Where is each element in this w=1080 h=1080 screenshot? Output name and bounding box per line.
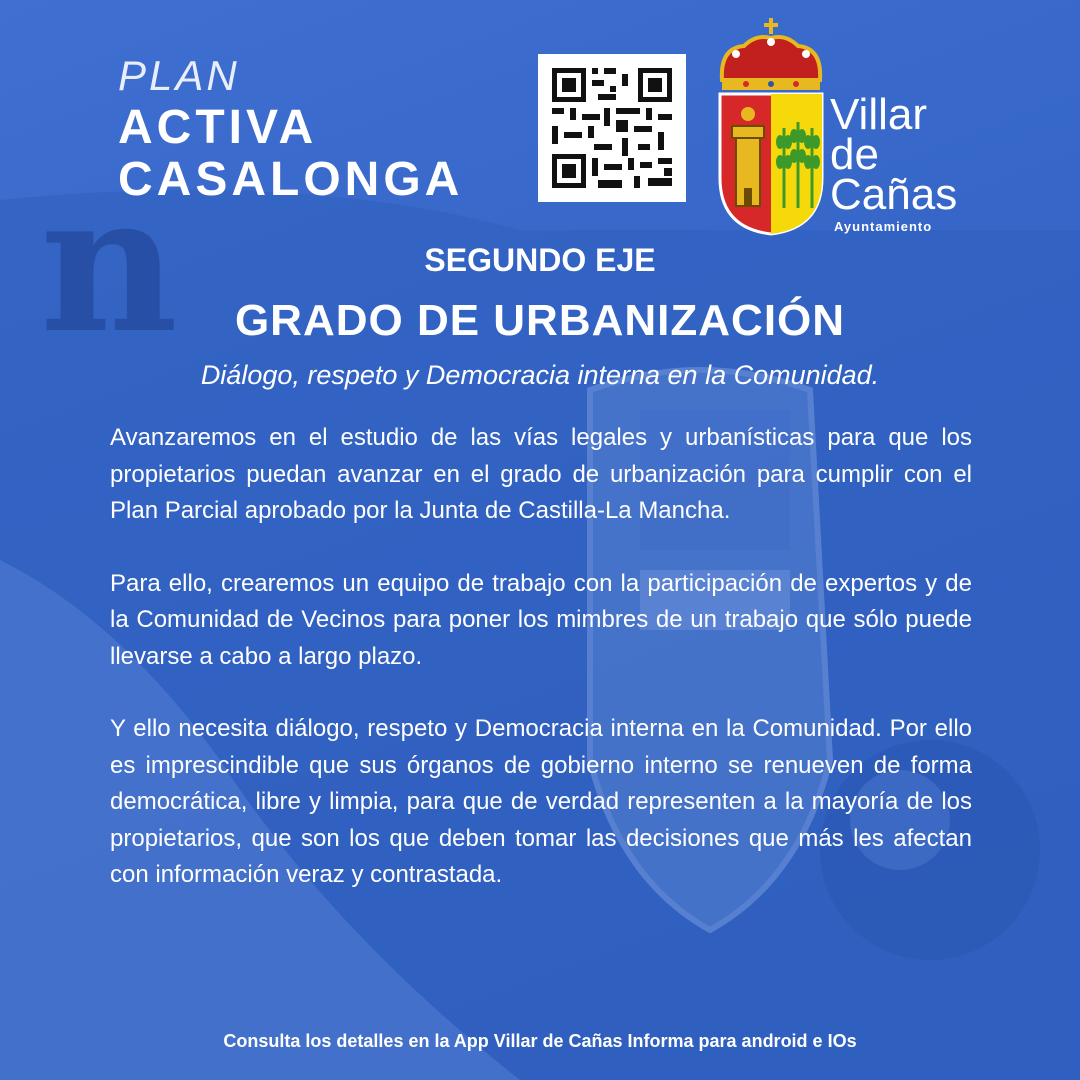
- qr-code-icon[interactable]: [538, 54, 686, 202]
- plan-label: PLAN: [118, 52, 240, 99]
- logo-subtitle: Ayuntamiento: [834, 219, 933, 234]
- brand-title-line1: ACTIVA: [118, 101, 318, 154]
- logo-text-line1: Villar: [830, 90, 928, 139]
- section-axis: SEGUNDO EJE: [424, 242, 656, 278]
- brand-title-line2: CASALONGA: [118, 153, 464, 206]
- paragraph-1: Avanzaremos en el estudio de las vías legales y urbanísticas para que los propietarios puedan avanzar en el grado de urbanización para cumplir con el Plan Parcial aprobado por la Junta de Castilla-La Mancha.: [110, 424, 972, 524]
- paragraph-3: Y ello necesita diálogo, respeto y Democracia interna en la Comunidad. Por ello es imprescindible que sus órganos de gobierno interno se renueven de forma democrática, libre y limpia, para que de verdad representen a la mayoría de los propietarios, que son los que deben tomar las decisiones que más les afectan con información veraz y contrastada.: [110, 715, 972, 888]
- logo-text-line3: Cañas: [830, 170, 958, 219]
- logo-text-line2: de: [830, 130, 879, 179]
- coat-of-arms-icon: [716, 18, 828, 238]
- body-text: [110, 420, 972, 930]
- section-subtitle: Diálogo, respeto y Democracia interna en la Comunidad.: [200, 360, 880, 390]
- section-title: GRADO DE URBANIZACIÓN: [234, 296, 846, 345]
- paragraph-2: Para ello, crearemos un equipo de trabajo con la participación de expertos y de la Comunidad de Vecinos para poner los mimbres de un trabajo que sólo puede llevarse a cabo a largo plazo.: [110, 569, 972, 670]
- footer-note: Consulta los detalles en la App Villar de Cañas Informa para android e IOs: [223, 1031, 857, 1051]
- municipal-logo: [716, 18, 966, 238]
- svg-text:n: n: [40, 152, 179, 375]
